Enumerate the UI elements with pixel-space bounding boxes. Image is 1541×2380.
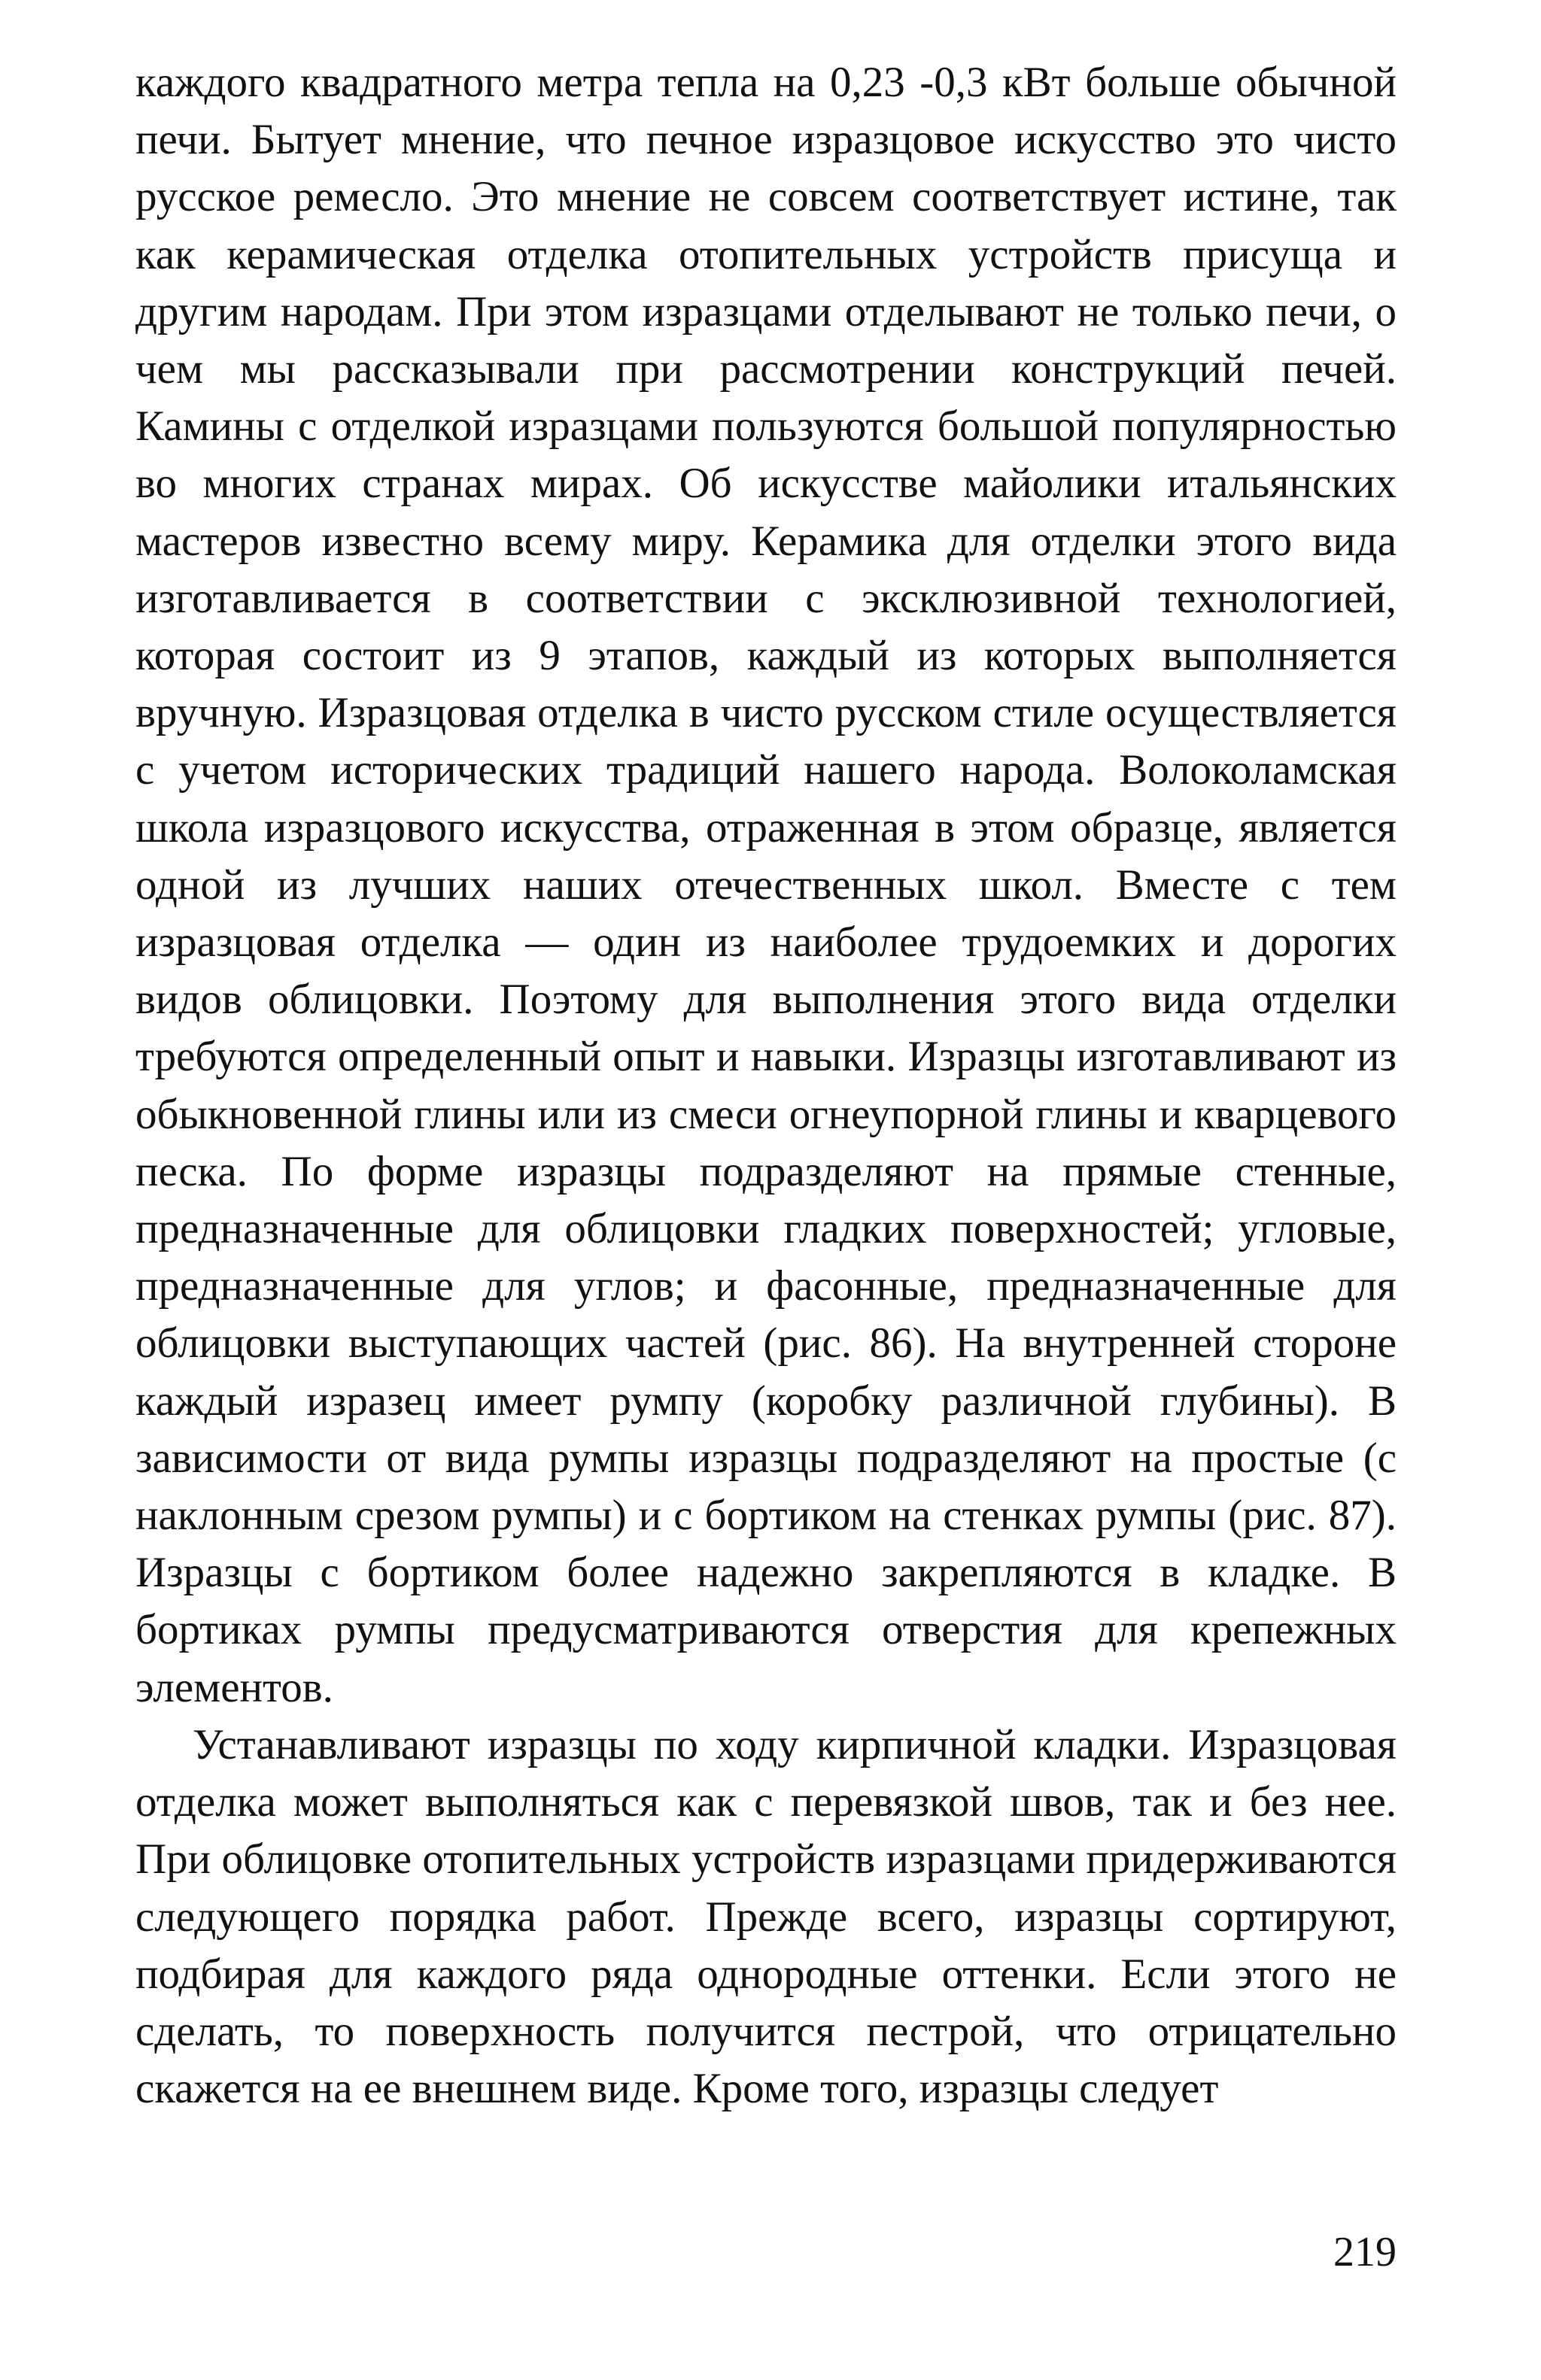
body-text <box>135 54 1397 2117</box>
paragraph-2: Устанавливают изразцы по ходу кирпичной кладки. Изразцовая отделка может выполняться как с перевязкой швов, так и без нее. При облицовке отопительных устройств изразцами придерживаются следующего порядка работ. Прежде всего, изразцы сортируют, подбирая для каждого ряда однородные оттенки. Если этого не сделать, то поверхность получится пестрой, что отрицательно скажется на ее внешнем виде. Кроме того, изразцы следует <box>135 1720 1397 2113</box>
paragraph-1: каждого квадратного метра тепла на 0,23 -0,3 кВт больше обычной печи. Бытует мнение, что печное изразцовое искусство это чисто русское ремесло. Это мнение не совсем соответствует истине, так как керамическая отделка отопительных устройств присуща и другим народам. При этом изразцами отделывают не только печи, о чем мы рассказывали при рассмотрении конструкций печей. Камины с отделкой изразцами пользуются большой популярностью во многих странах мирах. Об искусстве майолики итальянских мастеров известно всему миру. Керамика для отделки этого вида изготавливается в соответствии с эксклюзивной технологией, которая состоит из 9 этапов, каждый из которых выполняется вручную. Изразцовая отделка в чисто русском стиле осуществляется с учетом исторических традиций нашего народа. Волоколамская школа изразцового искусства, отраженная в этом образце, является одной из лучших наших отечественных школ. Вместе с тем изразцовая отделка — один из наиболее трудоемких и дорогих видов облицовки. Поэтому для выполнения этого вида отделки требуются определенный опыт и навыки. Изразцы изготавливают из обыкновенной глины или из смеси огнеупорной глины и кварцевого песка. По форме изразцы подразделяют на прямые стенные, предназначенные для облицовки гладких поверхностей; угловые, предназначенные для углов; и фасонные, предназначенные для облицовки выступающих частей (рис. 86). На внутренней стороне каждый изразец имеет румпу (коробку различной глубины). В зависимости от вида румпы изразцы подразделяют на простые (с наклонным срезом румпы) и с бортиком на стенках румпы (рис. 87). Изразцы с бортиком более надежно закрепляются в кладке. В бортиках румпы предусматриваются отверстия для крепежных элементов. <box>135 59 1397 1711</box>
page-number: 219 <box>1333 2229 1397 2275</box>
